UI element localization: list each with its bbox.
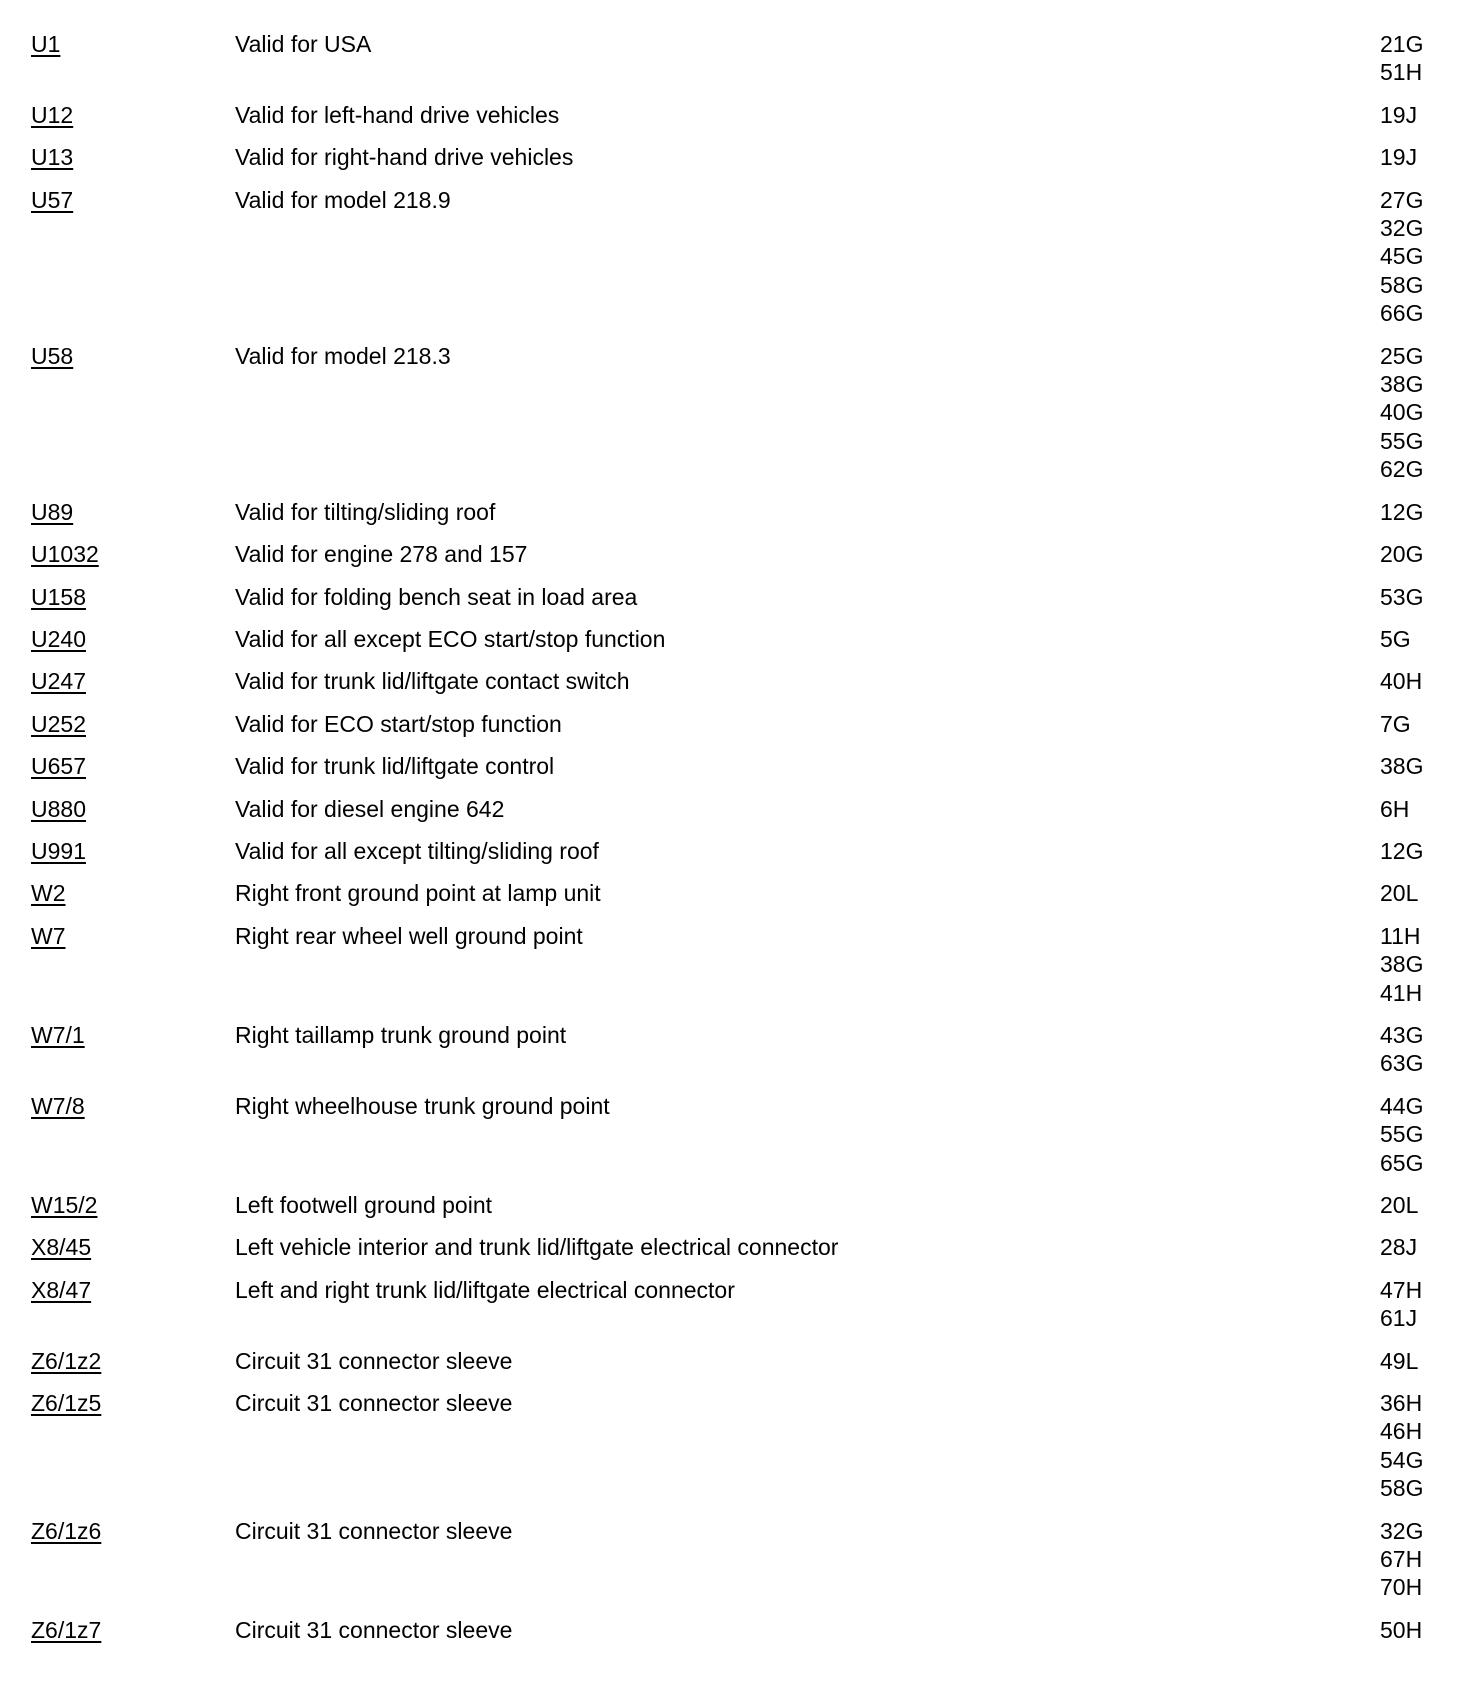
legend-row xyxy=(0,1021,1472,1078)
component-code-link[interactable]: U13 xyxy=(31,144,74,171)
component-code-link[interactable]: U240 xyxy=(31,625,86,652)
component-code-link[interactable]: Z6/1z6 xyxy=(31,1517,102,1544)
component-description: Circuit 31 connector sleeve xyxy=(235,1517,513,1544)
component-description: Valid for engine 278 and 157 xyxy=(235,541,528,568)
grid-location-list xyxy=(1380,922,1460,1007)
grid-location-list xyxy=(1380,1389,1460,1503)
grid-location: 38G xyxy=(1380,951,1424,978)
component-code-link[interactable]: U57 xyxy=(31,186,74,213)
grid-location: 66G xyxy=(1380,300,1424,327)
legend-row xyxy=(0,795,1472,823)
grid-location: 63G xyxy=(1380,1050,1424,1077)
legend-row xyxy=(0,30,1472,87)
component-code-link[interactable]: W7/8 xyxy=(31,1092,85,1119)
component-description: Valid for model 218.3 xyxy=(235,342,451,369)
component-code-link[interactable]: U89 xyxy=(31,498,74,525)
component-code-link[interactable]: X8/45 xyxy=(31,1234,92,1261)
grid-location: 47H xyxy=(1380,1276,1423,1303)
component-code-link[interactable]: Z6/1z7 xyxy=(31,1616,102,1643)
grid-location-list xyxy=(1380,342,1460,484)
legend-row xyxy=(0,583,1472,611)
component-code-link[interactable]: X8/47 xyxy=(31,1276,92,1303)
grid-location: 45G xyxy=(1380,243,1424,270)
grid-location-list xyxy=(1380,186,1460,328)
grid-location: 51H xyxy=(1380,59,1423,86)
component-code-link[interactable]: U158 xyxy=(31,583,86,610)
grid-location-list xyxy=(1380,498,1460,526)
component-description: Circuit 31 connector sleeve xyxy=(235,1616,513,1643)
grid-location-list xyxy=(1380,143,1460,171)
grid-location: 19J xyxy=(1380,144,1418,171)
component-code-link[interactable]: W7 xyxy=(31,922,66,949)
component-code-link[interactable]: Z6/1z5 xyxy=(31,1390,102,1417)
grid-location: 62G xyxy=(1380,456,1424,483)
grid-location: 12G xyxy=(1380,837,1424,864)
grid-location: 67H xyxy=(1380,1546,1423,1573)
grid-location: 36H xyxy=(1380,1390,1423,1417)
grid-location: 7G xyxy=(1380,710,1411,737)
legend-row xyxy=(0,342,1472,484)
grid-location-list xyxy=(1380,1021,1460,1078)
grid-location: 54G xyxy=(1380,1446,1424,1473)
legend-row xyxy=(0,879,1472,907)
legend-row xyxy=(0,1347,1472,1375)
component-description: Left footwell ground point xyxy=(235,1192,493,1218)
component-description: Circuit 31 connector sleeve xyxy=(235,1347,513,1374)
grid-location-list xyxy=(1380,30,1460,87)
component-description: Valid for model 218.9 xyxy=(235,186,451,213)
legend-row xyxy=(0,752,1472,780)
component-code-link[interactable]: U1032 xyxy=(31,541,99,568)
component-code-link[interactable]: U880 xyxy=(31,795,86,822)
component-description: Valid for folding bench seat in load area xyxy=(235,583,638,610)
component-code-link[interactable]: W2 xyxy=(31,880,66,907)
grid-location-list xyxy=(1380,837,1460,865)
component-code-link[interactable]: U12 xyxy=(31,101,74,128)
grid-location: 65G xyxy=(1380,1149,1424,1176)
grid-location: 20L xyxy=(1380,880,1419,907)
component-code-link[interactable]: U247 xyxy=(31,668,86,695)
component-description: Valid for left-hand drive vehicles xyxy=(235,101,560,128)
legend-row xyxy=(0,837,1472,865)
grid-location: 28J xyxy=(1380,1234,1418,1261)
grid-location: 20L xyxy=(1380,1192,1419,1218)
grid-location-list xyxy=(1380,1092,1460,1177)
legend-row xyxy=(0,186,1472,328)
grid-location: 19J xyxy=(1380,101,1418,128)
legend-row xyxy=(0,1389,1472,1503)
component-description: Valid for USA xyxy=(235,31,372,57)
grid-location: 20G xyxy=(1380,541,1424,568)
grid-location: 40H xyxy=(1380,668,1423,695)
component-description: Valid for diesel engine 642 xyxy=(235,795,505,822)
component-description: Right taillamp trunk ground point xyxy=(235,1021,567,1048)
grid-location-list xyxy=(1380,1347,1460,1375)
grid-location: 58G xyxy=(1380,271,1424,298)
component-legend-table xyxy=(0,30,1472,1658)
grid-location: 53G xyxy=(1380,583,1424,610)
legend-row xyxy=(0,1517,1472,1602)
component-description: Left vehicle interior and trunk lid/liftgate electrical connector xyxy=(235,1234,839,1261)
grid-location: 55G xyxy=(1380,427,1424,454)
component-description: Valid for ECO start/stop function xyxy=(235,710,562,737)
grid-location: 41H xyxy=(1380,979,1423,1006)
grid-location: 6H xyxy=(1380,795,1410,822)
grid-location-list xyxy=(1380,795,1460,823)
grid-location-list xyxy=(1380,540,1460,568)
grid-location-list xyxy=(1380,583,1460,611)
component-code-link[interactable]: W15/2 xyxy=(31,1192,98,1218)
legend-row xyxy=(0,625,1472,653)
component-description: Right rear wheel well ground point xyxy=(235,922,583,949)
component-description: Right front ground point at lamp unit xyxy=(235,880,601,907)
legend-row xyxy=(0,1276,1472,1333)
legend-row xyxy=(0,1092,1472,1177)
component-description: Left and right trunk lid/liftgate electrical connector xyxy=(235,1276,735,1303)
grid-location-list xyxy=(1380,667,1460,695)
grid-location-list xyxy=(1380,752,1460,780)
grid-location: 58G xyxy=(1380,1475,1424,1502)
grid-location: 38G xyxy=(1380,753,1424,780)
component-description: Circuit 31 connector sleeve xyxy=(235,1390,513,1417)
component-description: Valid for right-hand drive vehicles xyxy=(235,144,574,171)
grid-location: 27G xyxy=(1380,186,1424,213)
grid-location: 43G xyxy=(1380,1021,1424,1048)
grid-location-list xyxy=(1380,1517,1460,1602)
grid-location: 50H xyxy=(1380,1616,1423,1643)
component-description: Right wheelhouse trunk ground point xyxy=(235,1092,610,1119)
grid-location-list xyxy=(1380,625,1460,653)
grid-location-list xyxy=(1380,101,1460,129)
component-code-link[interactable]: U657 xyxy=(31,753,86,780)
legend-row xyxy=(0,1616,1472,1644)
grid-location: 44G xyxy=(1380,1092,1424,1119)
component-code-link[interactable]: Z6/1z2 xyxy=(31,1347,102,1374)
grid-location: 25G xyxy=(1380,342,1424,369)
grid-location: 70H xyxy=(1380,1574,1423,1601)
component-code-link[interactable]: U252 xyxy=(31,710,86,737)
grid-location: 32G xyxy=(1380,215,1424,242)
legend-row xyxy=(0,143,1472,171)
grid-location: 5G xyxy=(1380,625,1411,652)
legend-row xyxy=(0,1233,1472,1261)
grid-location: 21G xyxy=(1380,31,1424,57)
component-description: Valid for trunk lid/liftgate control xyxy=(235,753,555,780)
grid-location-list xyxy=(1380,879,1460,907)
component-code-link[interactable]: U1 xyxy=(31,31,61,57)
component-code-link[interactable]: U58 xyxy=(31,342,74,369)
component-description: Valid for trunk lid/liftgate contact switch xyxy=(235,668,630,695)
grid-location: 40G xyxy=(1380,399,1424,426)
component-description: Valid for all except ECO start/stop function xyxy=(235,625,666,652)
grid-location: 49L xyxy=(1380,1347,1419,1374)
legend-row xyxy=(0,667,1472,695)
grid-location: 61J xyxy=(1380,1305,1418,1332)
component-description: Valid for all except tilting/sliding roof xyxy=(235,837,599,864)
legend-row xyxy=(0,498,1472,526)
grid-location: 12G xyxy=(1380,498,1424,525)
grid-location: 38G xyxy=(1380,371,1424,398)
legend-row xyxy=(0,922,1472,1007)
legend-row xyxy=(0,710,1472,738)
legend-row xyxy=(0,101,1472,129)
component-code-link[interactable]: U991 xyxy=(31,837,86,864)
grid-location: 11H xyxy=(1380,922,1421,949)
grid-location-list xyxy=(1380,1191,1460,1219)
grid-location: 55G xyxy=(1380,1121,1424,1148)
component-code-link[interactable]: W7/1 xyxy=(31,1021,85,1048)
legend-row xyxy=(0,540,1472,568)
grid-location: 46H xyxy=(1380,1418,1423,1445)
grid-location: 32G xyxy=(1380,1517,1424,1544)
grid-location-list xyxy=(1380,1233,1460,1261)
grid-location-list xyxy=(1380,1616,1460,1644)
legend-row xyxy=(0,1191,1472,1219)
grid-location-list xyxy=(1380,1276,1460,1333)
grid-location-list xyxy=(1380,710,1460,738)
component-description: Valid for tilting/sliding roof xyxy=(235,498,496,525)
